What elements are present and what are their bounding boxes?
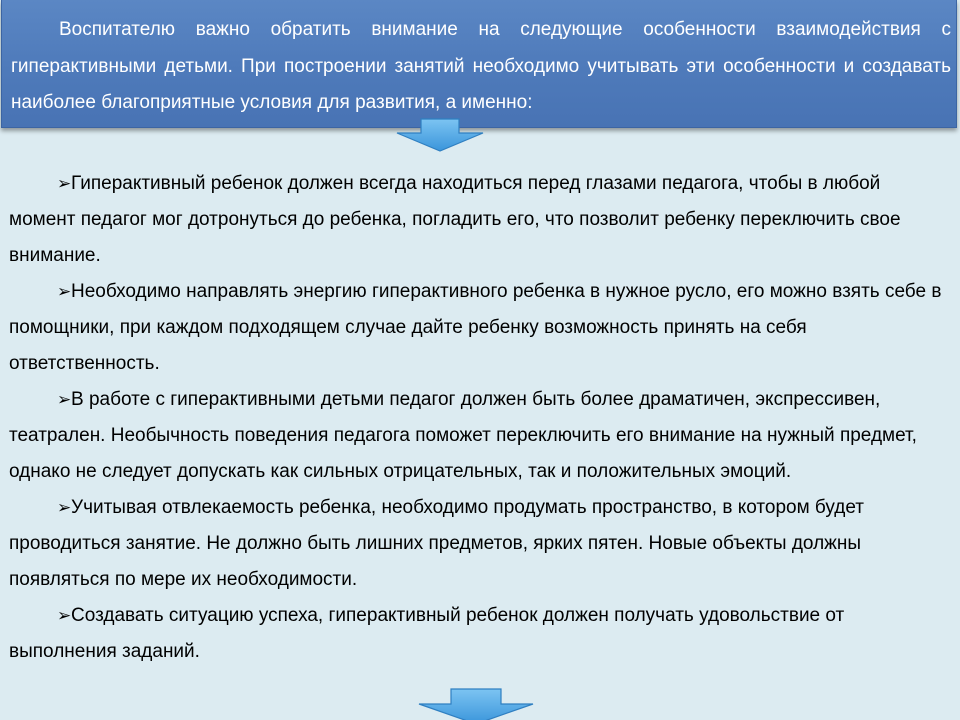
list-item — [9, 490, 943, 598]
list-item-text: Учитывая отвлекаемость ребенка, необходимо продумать пространство, в котором будет проводиться занятие. Не должно быть лишних предметов, ярких пятен. Новые объекты должны появляться по мере их необходимости. — [9, 497, 864, 590]
recommendations-list — [9, 166, 943, 670]
bullet-arrow-icon: ➢ — [57, 498, 72, 517]
bullet-arrow-icon: ➢ — [57, 390, 72, 409]
list-item — [9, 598, 943, 670]
down-arrow-icon — [418, 688, 534, 720]
list-item-text: В работе с гиперактивными детьми педагог должен быть более драматичен, экспрессивен, театрален. Необычность поведения педагога поможет переключить его внимание на нужный предмет, однако не следует допускать как сильных отрицательных, так и положительных эмоций. — [9, 389, 917, 482]
list-item-text: Гиперактивный ребенок должен всегда находиться перед глазами педагога, чтобы в любой момент педагог мог дотронуться до ребенка, погладить его, что позволит ребенку переключить свое внимание. — [9, 173, 901, 266]
list-item-text: Необходимо направлять энергию гиперактивного ребенка в нужное русло, его можно взять себе в помощники, при каждом подходящем случае дайте ребенку возможность принять на себя ответственность. — [9, 281, 942, 374]
list-item — [9, 382, 943, 490]
list-item — [9, 166, 943, 274]
bullet-arrow-icon: ➢ — [57, 282, 72, 301]
down-arrow-icon — [396, 118, 484, 152]
bullet-arrow-icon: ➢ — [57, 174, 72, 193]
intro-text: Воспитателю важно обратить внимание на следующие особенности взаимодействия с гиперактивными детьми. При построении занятий необходимо учитывать эти особенности и создавать наиболее благоприятные условия для развития, а именно: — [11, 19, 951, 113]
list-item — [9, 274, 943, 382]
intro-banner — [1, 0, 957, 128]
list-item-text: Создавать ситуацию успеха, гиперактивный ребенок должен получать удовольствие от выполнения заданий. — [9, 605, 845, 662]
bullet-arrow-icon: ➢ — [57, 606, 72, 625]
